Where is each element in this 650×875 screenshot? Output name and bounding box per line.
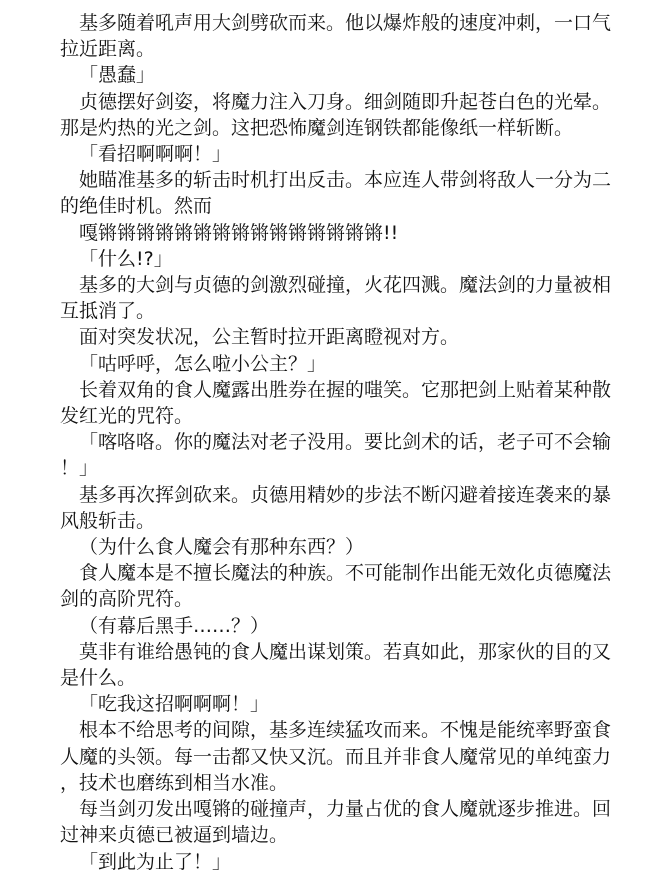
paragraph: 每当剑刃发出嘎锵的碰撞声，力量占优的食人魔就逐步推进。回过神来贞德已被逼到墙边。 xyxy=(60,798,612,847)
paragraph: 基多随着吼声用大剑劈砍而来。他以爆炸般的速度冲刺，一口气拉近距离。 xyxy=(60,12,612,61)
sound-effect-line: 嘎锵锵锵锵锵锵锵锵锵锵锵锵锵锵锵!! xyxy=(79,221,399,244)
thought-line: （有幕后黑手……？） xyxy=(79,614,270,637)
paragraph: 贞德摆好剑姿，将魔力注入刀身。细剑随即升起苍白色的光晕。那是灼热的光之剑。这把恐怖魔剑连钢铁都能像纸一样斩断。 xyxy=(60,90,612,139)
dialogue-line: 「咕呼呼，怎么啦小公主？」 xyxy=(79,352,327,375)
paragraph: 面对突发状况，公主暂时拉开距离瞪视对方。 xyxy=(79,326,460,349)
dialogue-line: 「什么!?」 xyxy=(79,247,173,270)
dialogue-line: 「愚蠢」 xyxy=(79,64,156,87)
paragraph: 基多再次挥剑砍来。贞德用精妙的步法不断闪避着接连袭来的暴风般斩击。 xyxy=(60,483,612,532)
dialogue-line: 「吃我这招啊啊啊！」 xyxy=(79,693,270,716)
thought-line: （为什么食人魔会有那种东西？） xyxy=(79,536,365,559)
dialogue-line: 「到此为止了！」 xyxy=(79,850,232,873)
paragraph: 根本不给思考的间隙，基多连续猛攻而来。不愧是能统率野蛮食人魔的头领。每一击都又快又沉。而且并非食人魔常见的单纯蛮力，技术也磨练到相当水准。 xyxy=(60,719,612,794)
dialogue-line: 「看招啊啊啊！」 xyxy=(79,143,232,166)
paragraph: 她瞄准基多的斩击时机打出反击。本应连人带剑将敌人一分为二的绝佳时机。然而 xyxy=(60,169,612,218)
paragraph: 莫非有谁给愚钝的食人魔出谋划策。若真如此，那家伙的目的又是什么。 xyxy=(60,640,612,690)
dialogue-line: 「喀咯咯。你的魔法对老子没用。要比剑术的话，老子可不会输！」 xyxy=(60,431,612,480)
paragraph: 长着双角的食人魔露出胜券在握的嗤笑。它那把剑上贴着某种散发红光的咒符。 xyxy=(60,378,612,428)
paragraph: 食人魔本是不擅长魔法的种族。不可能制作出能无效化贞德魔法剑的高阶咒符。 xyxy=(60,562,612,611)
paragraph: 基多的大剑与贞德的剑激烈碰撞，火花四溅。魔法剑的力量被相互抵消了。 xyxy=(60,274,612,323)
